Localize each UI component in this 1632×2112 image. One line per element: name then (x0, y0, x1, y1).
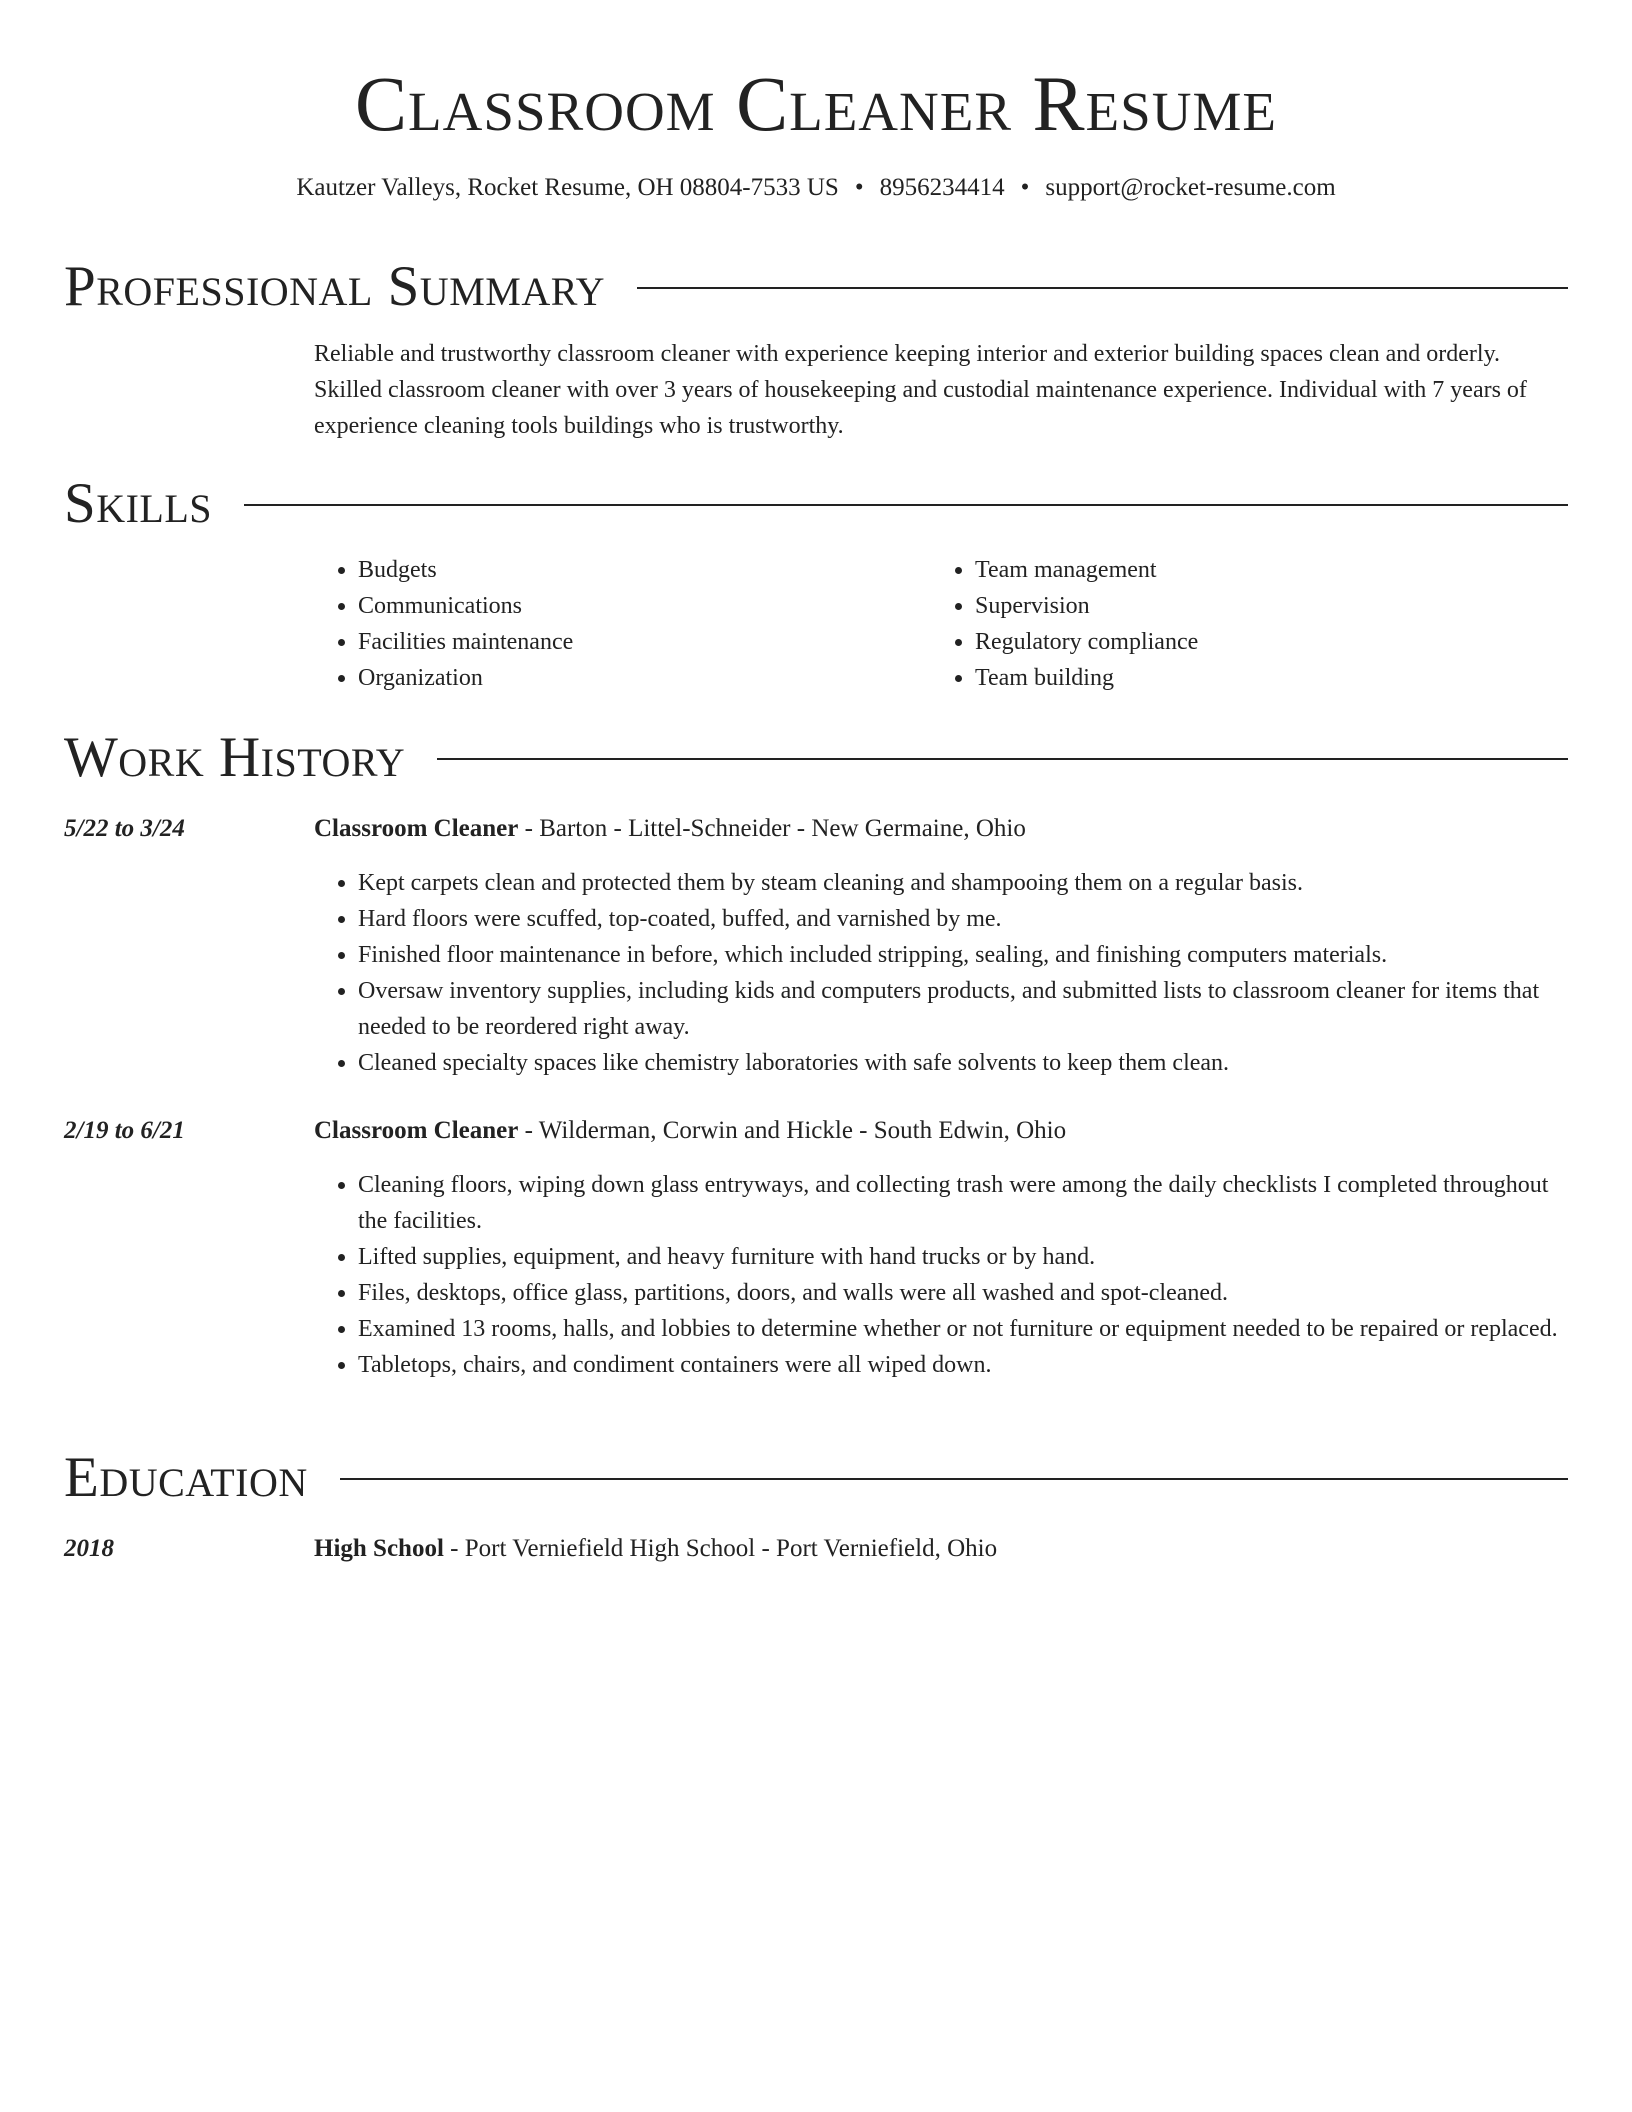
job-dates: 5/22 to 3/24 (64, 815, 185, 842)
summary-text: Reliable and trustworthy classroom cleaner with experience keeping interior and exterior building spaces clean and orderly. Skilled classroom cleaner with over 3 years of housekeeping and custodial maintenance experience. Individual with 7 years of experience cleaning tools buildings who is trustworthy. (314, 341, 1527, 439)
contact-separator: • (1020, 174, 1030, 201)
job-details: - Barton - Littel-Schneider - New Germaine, Ohio (518, 815, 1026, 842)
skills-heading: Skills (64, 472, 213, 535)
duty-item: • Oversaw inventory supplies, including kids and computers products, and submitted lists to classroom cleaner for items that needed to be reordered right away. (358, 973, 1568, 1045)
skill-item: • Facilities maintenance (358, 624, 931, 660)
job-title-line (314, 811, 1568, 847)
section-divider (437, 758, 1568, 760)
job-duties (314, 865, 1568, 1081)
section-divider (637, 287, 1568, 289)
education-line (314, 1531, 1568, 1567)
skills-section-header (64, 472, 1568, 536)
work-heading: Work History (64, 726, 406, 789)
contact-address: Kautzer Valleys, Rocket Resume, OH 08804-7533 US (296, 174, 839, 201)
work-section-header (64, 726, 1568, 790)
contact-line (0, 172, 1632, 204)
skill-item: • Supervision (975, 588, 1548, 624)
skill-item: • Team building (975, 660, 1548, 696)
summary-block (314, 336, 1568, 444)
education-heading: Education (64, 1446, 308, 1509)
duty-item: • Finished floor maintenance in before, which included stripping, sealing, and finishing computers materials. (358, 937, 1568, 973)
duty-item: • Tabletops, chairs, and condiment containers were all wiped down. (358, 1347, 1568, 1383)
job-title: Classroom Cleaner (314, 815, 519, 842)
duty-item: • Examined 13 rooms, halls, and lobbies to determine whether or not furniture or equipment needed to be repaired or replaced. (358, 1311, 1568, 1347)
job-title-line (314, 1113, 1568, 1149)
contact-email: support@rocket-resume.com (1045, 174, 1336, 201)
summary-heading: Professional Summary (64, 255, 606, 318)
section-divider (244, 504, 1568, 506)
duty-item: • Kept carpets clean and protected them by steam cleaning and shampooing them on a regular basis. (358, 865, 1568, 901)
duty-item: • Cleaning floors, wiping down glass entryways, and collecting trash were among the daily checklists I completed throughout the facilities. (358, 1167, 1568, 1239)
job-duties (314, 1167, 1568, 1383)
summary-section-header (64, 255, 1568, 319)
duty-item: • Files, desktops, office glass, partitions, doors, and walls were all washed and spot-cleaned. (358, 1275, 1568, 1311)
education-entry (314, 1531, 1568, 1567)
skill-item: • Team management (975, 552, 1548, 588)
education-details: - Port Verniefield High School - Port Verniefield, Ohio (443, 1535, 998, 1562)
education-section-header (64, 1446, 1568, 1510)
skills-column-right (931, 552, 1548, 696)
job-title: Classroom Cleaner (314, 1117, 519, 1144)
section-divider (340, 1478, 1568, 1480)
skill-item: • Regulatory compliance (975, 624, 1548, 660)
job-entry (314, 1113, 1568, 1383)
contact-separator: • (854, 174, 864, 201)
skill-item: • Communications (358, 588, 931, 624)
job-details: - Wilderman, Corwin and Hickle - South Edwin, Ohio (518, 1117, 1067, 1144)
skills-list (314, 552, 1568, 696)
contact-phone: 8956234414 (879, 174, 1005, 201)
education-year: 2018 (64, 1535, 114, 1562)
education-degree: High School (314, 1535, 444, 1562)
skills-column-left (314, 552, 931, 696)
job-dates: 2/19 to 6/21 (64, 1117, 185, 1144)
resume-title: Classroom Cleaner Resume (355, 60, 1277, 147)
duty-item: • Lifted supplies, equipment, and heavy furniture with hand trucks or by hand. (358, 1239, 1568, 1275)
job-entry (314, 811, 1568, 1081)
duty-item: • Cleaned specialty spaces like chemistry laboratories with safe solvents to keep them clean. (358, 1045, 1568, 1081)
skill-item: • Budgets (358, 552, 931, 588)
duty-item: • Hard floors were scuffed, top-coated, buffed, and varnished by me. (358, 901, 1568, 937)
skill-item: • Organization (358, 660, 931, 696)
